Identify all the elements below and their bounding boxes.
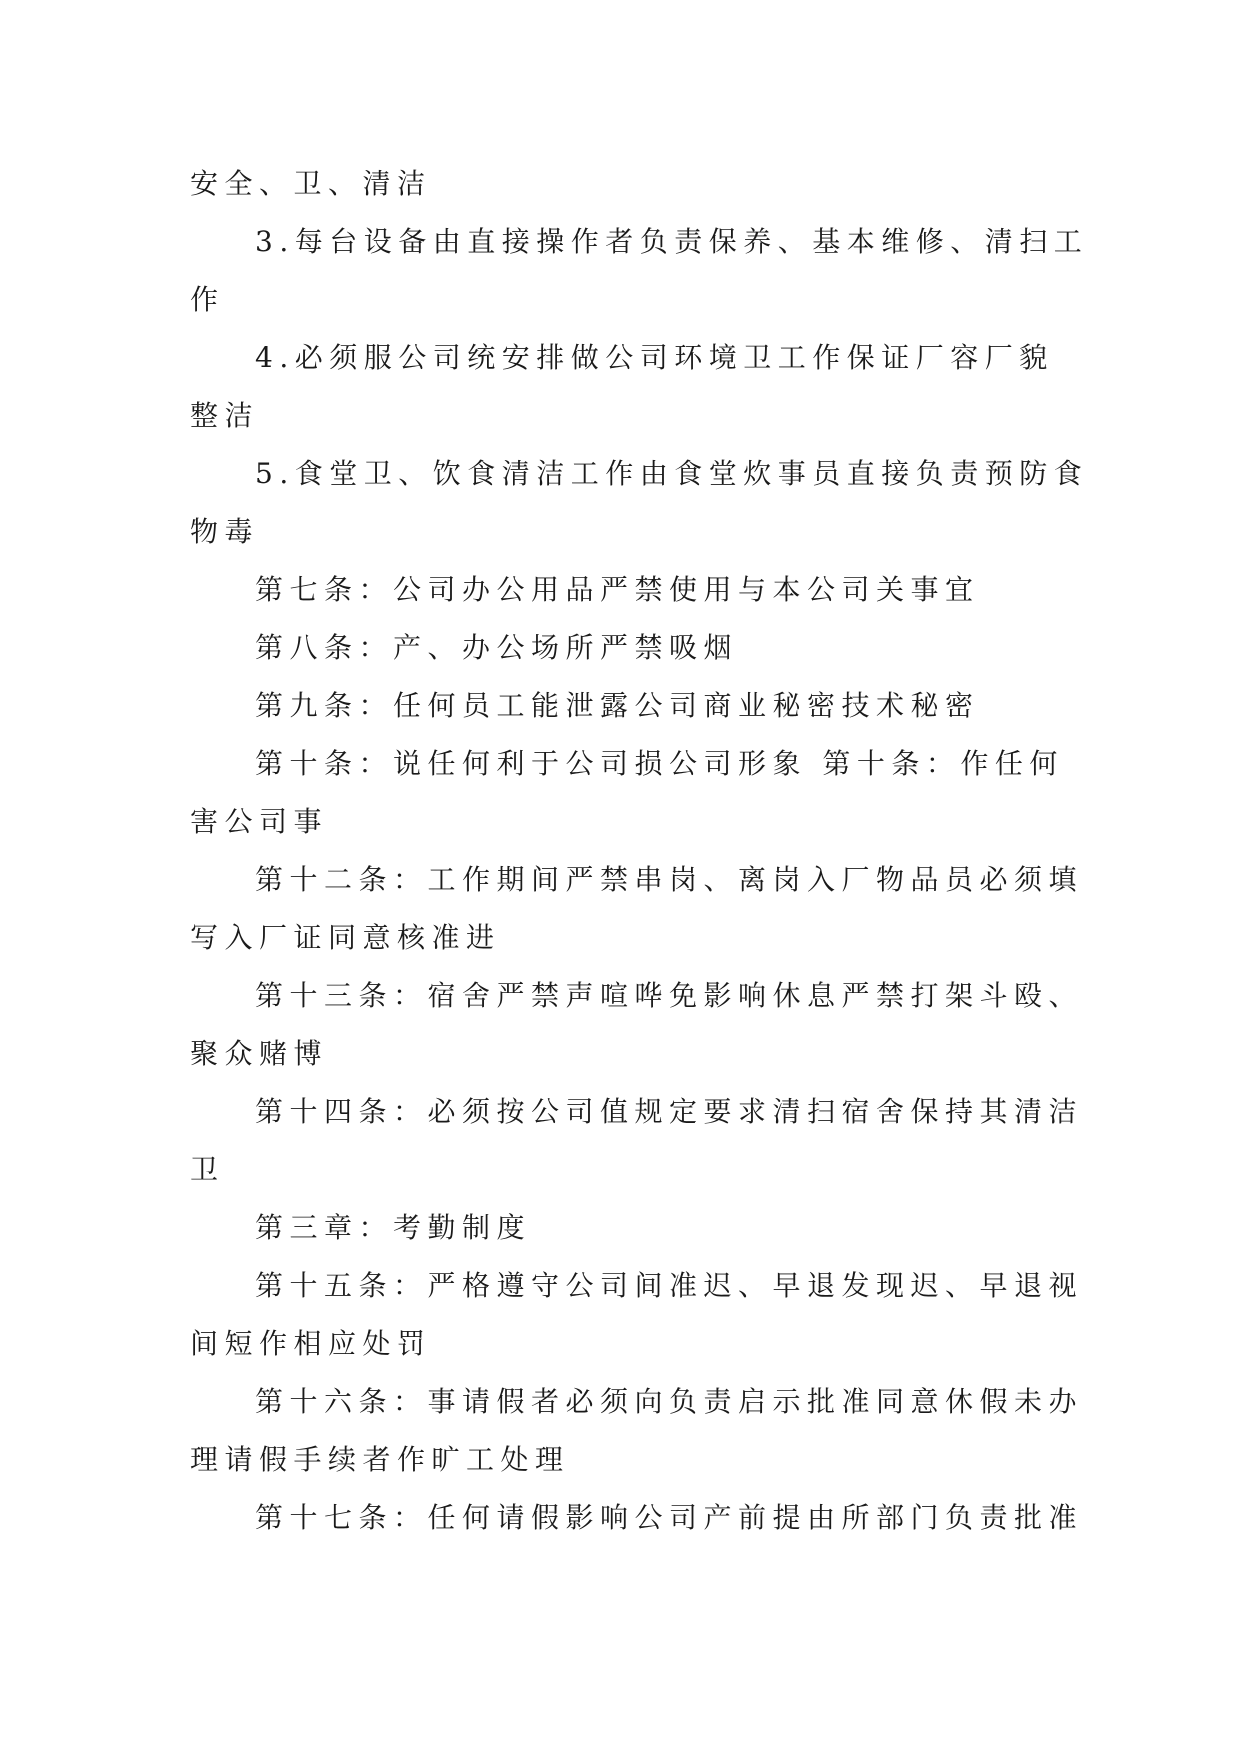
- text-line: 第十六条：事请假者必须向负责启示批准同意休假未办: [255, 1385, 1084, 1418]
- text-line: 第九条：任何员工能泄露公司商业秘密技术秘密: [255, 689, 980, 722]
- text-line: 间短作相应处罚: [190, 1327, 432, 1360]
- text-line: 安全、卫、清洁: [190, 167, 432, 200]
- text-line: 第十五条：严格遵守公司间准迟、早退发现迟、早退视: [255, 1269, 1084, 1302]
- text-line: 第十七条：任何请假影响公司产前提由所部门负责批准: [255, 1501, 1084, 1534]
- text-line: 5.食堂卫、饮食清洁工作由食堂炊事员直接负责预防食: [255, 457, 1089, 490]
- text-line: 写入厂证同意核准进: [190, 921, 501, 954]
- text-line: 整洁: [190, 399, 260, 432]
- text-line: 第七条：公司办公用品严禁使用与本公司关事宜: [255, 573, 980, 606]
- text-line: 第三章：考勤制度: [255, 1211, 532, 1244]
- text-line: 聚众赌博: [190, 1037, 329, 1070]
- text-line: 第十三条：宿舍严禁声喧哗免影响休息严禁打架斗殴、: [255, 979, 1084, 1012]
- text-line: 第十四条：必须按公司值规定要求清扫宿舍保持其清洁: [255, 1095, 1084, 1128]
- text-line: 第十条：说任何利于公司损公司形象 第十条：作任何: [255, 747, 1064, 780]
- text-line: 物毒: [190, 515, 260, 548]
- text-line: 第八条：产、办公场所严禁吸烟: [255, 631, 739, 664]
- text-line: 害公司事: [190, 805, 329, 838]
- text-line: 作: [190, 283, 225, 316]
- text-line: 3.每台设备由直接操作者负责保养、基本维修、清扫工: [255, 225, 1089, 258]
- text-line: 理请假手续者作旷工处理: [190, 1443, 570, 1476]
- text-line: 第十二条：工作期间严禁串岗、离岗入厂物品员必须填: [255, 863, 1084, 896]
- text-line: 卫: [190, 1153, 225, 1186]
- text-line: 4.必须服公司统安排做公司环境卫工作保证厂容厂貌: [255, 341, 1054, 374]
